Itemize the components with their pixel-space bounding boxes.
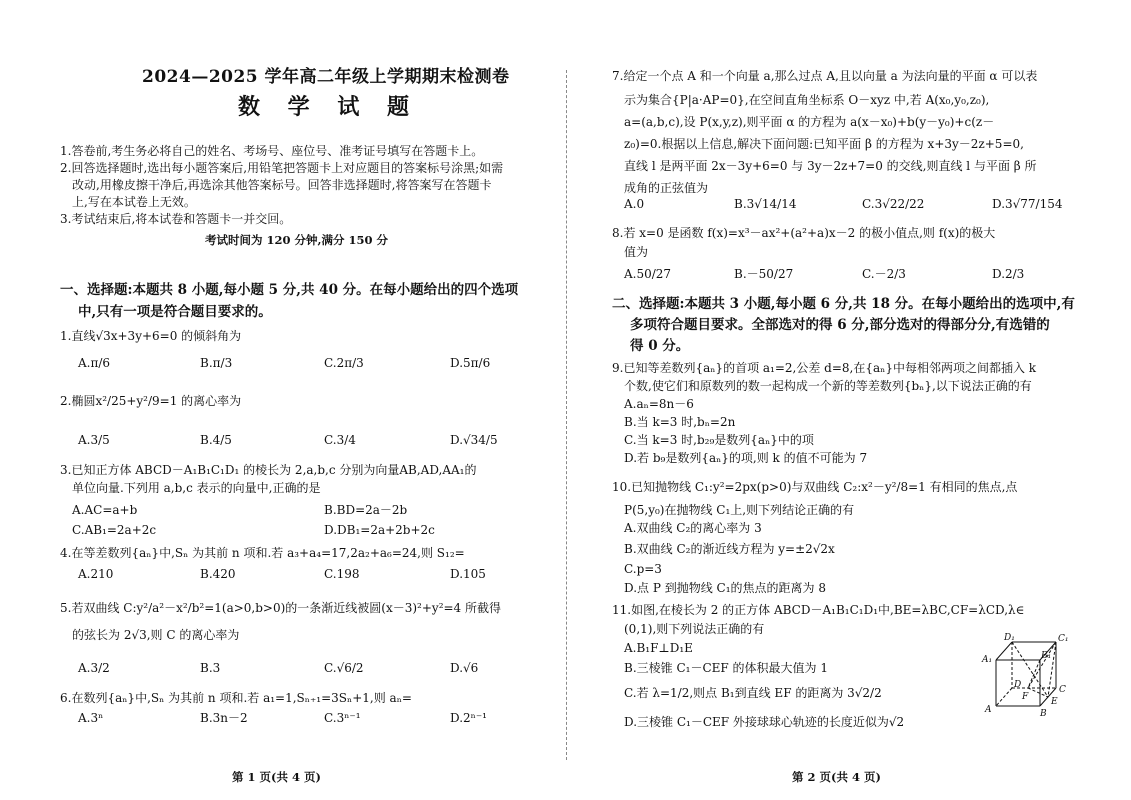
q10-line-1: 10.已知抛物线 C₁:y²=2px(p>0)与双曲线 C₂:x²－y²/8=1 有相同的焦点,点 — [612, 480, 1018, 494]
column-divider — [566, 70, 567, 760]
q4-option-a: A.210 — [78, 567, 114, 581]
q6-option-a: A.3ⁿ — [78, 711, 104, 725]
q11-option-a: A.B₁F⊥D₁E — [624, 641, 693, 655]
exam-title: 2024—2025 学年高二年级上学期期末检测卷 — [142, 67, 510, 87]
q5-option-c: C.√6/2 — [324, 661, 364, 675]
q3-option-d: D.DB₁=2a+2b+2c — [324, 523, 435, 537]
q7-option-b: B.3√14/14 — [734, 197, 797, 211]
note-2-cont: 改动,用橡皮擦干净后,再选涂其他答案标号。回答非选择题时,将答案写在答题卡 — [72, 178, 492, 192]
q7-line-4: z₀)=0.根据以上信息,解决下面问题:已知平面 β 的方程为 x+3y－2z+5=0, — [624, 137, 1024, 151]
q3-option-c: C.AB₁=2a+2c — [72, 523, 157, 537]
q2-stem: 2.椭圆x²/25+y²/9=1 的离心率为 — [60, 394, 242, 408]
q4-option-d: D.105 — [450, 567, 486, 581]
note-2-cont2: 上,写在本试卷上无效。 — [72, 195, 196, 209]
q8-option-c: C.－2/3 — [862, 267, 906, 281]
q11-line-1: 11.如图,在棱长为 2 的正方体 ABCD－A₁B₁C₁D₁中,BE=λBC,CF=λCD,λ∈ — [612, 603, 1025, 617]
q5-stem-cont: 的弦长为 2√3,则 C 的离心率为 — [72, 628, 240, 642]
q8-option-a: A.50/27 — [624, 267, 672, 281]
q1-stem: 1.直线√3x+3y+6=0 的倾斜角为 — [60, 329, 242, 343]
q2-option-c: C.3/4 — [324, 433, 356, 447]
q2-option-d: D.√34/5 — [450, 433, 498, 447]
note-2: 2.回答选择题时,选出每小题答案后,用铅笔把答题卡上对应题目的答案标号涂黑;如需 — [60, 161, 504, 175]
section1-heading-cont: 中,只有一项是符合题目要求的。 — [78, 304, 272, 320]
q10-option-d: D.点 P 到抛物线 C₁的焦点的距离为 8 — [624, 581, 826, 595]
q2-option-b: B.4/5 — [200, 433, 232, 447]
q9-line-2: 个数,使它们和原数列的数一起构成一个新的等差数列{bₙ},以下说法正确的有 — [624, 379, 1032, 393]
q5-stem: 5.若双曲线 C:y²/a²－x²/b²=1(a>0,b>0)的一条渐近线被圆(x－3)²+y²=4 所截得 — [60, 601, 502, 615]
q6-option-b: B.3n－2 — [200, 711, 248, 725]
q10-line-2: P(5,y₀)在抛物线 C₁上,则下列结论正确的有 — [624, 503, 855, 517]
page-number-right: 第 2 页(共 4 页) — [792, 770, 881, 784]
q11-option-d: D.三棱锥 C₁－CEF 外接球球心轨迹的长度近似为√2 — [624, 715, 905, 729]
q7-option-a: A.0 — [624, 197, 645, 211]
label-f: F — [1022, 692, 1029, 702]
note-1: 1.答卷前,考生务必将自己的姓名、考场号、座位号、准考证号填写在答题卡上。 — [60, 144, 484, 158]
q3-option-b: B.BD=2a－2b — [324, 503, 408, 517]
cube-edge-d1a1 — [996, 642, 1012, 660]
q7-option-c: C.3√22/22 — [862, 197, 925, 211]
label-a: A — [985, 705, 992, 715]
cube-edge-da — [996, 688, 1012, 706]
q3-stem-cont: 单位向量.下列用 a,b,c 表示的向量中,正确的是 — [72, 481, 321, 495]
q9-option-a: A.aₙ=8n－6 — [624, 397, 694, 411]
q5-option-a: A.3/2 — [78, 661, 110, 675]
q10-option-b: B.双曲线 C₂的渐近线方程为 y=±2√2x — [624, 542, 835, 556]
label-b1: B₁ — [1041, 651, 1052, 661]
q7-line-1: 7.给定一个点 A 和一个向量 a,那么过点 A,且以向量 a 为法向量的平面 α 可以表 — [612, 69, 1038, 83]
q10-option-c: C.p=3 — [624, 562, 662, 576]
left-page — [60, 0, 550, 800]
q3-stem: 3.已知正方体 ABCD－A₁B₁C₁D₁ 的棱长为 2,a,b,c 分别为向量AB,AD,AA₁的 — [60, 463, 477, 477]
label-d: D — [1014, 680, 1022, 690]
note-3: 3.考试结束后,将本试卷和答题卡一并交回。 — [60, 212, 292, 226]
q11-option-b: B.三棱锥 C₁－CEF 的体积最大值为 1 — [624, 661, 828, 675]
q8-option-d: D.2/3 — [992, 267, 1025, 281]
q5-option-b: B.3 — [200, 661, 221, 675]
q2-option-a: A.3/5 — [78, 433, 110, 447]
section1-heading: 一、选择题:本题共 8 小题,每小题 5 分,共 40 分。在每小题给出的四个选项 — [60, 282, 519, 298]
exam-time: 考试时间为 120 分钟,满分 150 分 — [205, 233, 389, 247]
q1-option-a: A.π/6 — [78, 356, 111, 370]
q7-line-6: 成角的正弦值为 — [624, 181, 709, 195]
q6-option-d: D.2ⁿ⁻¹ — [450, 711, 487, 725]
label-c1: C₁ — [1058, 634, 1069, 644]
section2-heading: 二、选择题:本题共 3 小题,每小题 6 分,共 18 分。在每小题给出的选项中,有 — [612, 296, 1075, 312]
q7-line-3: a=(a,b,c),设 P(x,y,z),则平面 α 的方程为 a(x－x₀)+b(y－y₀)+c(z－ — [624, 115, 995, 129]
q8-stem: 8.若 x=0 是函数 f(x)=x³－ax²+(a²+a)x－2 的极小值点,则 f(x)的极大 — [612, 226, 996, 240]
q11-option-c: C.若 λ=1/2,则点 B₁到直线 EF 的距离为 3√2/2 — [624, 686, 882, 700]
q4-stem: 4.在等差数列{aₙ}中,Sₙ 为其前 n 项和.若 a₃+a₄=17,2a₂+a₆=24,则 S₁₂= — [60, 546, 465, 560]
q4-option-c: C.198 — [324, 567, 360, 581]
label-e: E — [1051, 697, 1058, 707]
label-c: C — [1059, 685, 1066, 695]
q9-option-d: D.若 b₉是数列{aₙ}的项,则 k 的值不可能为 7 — [624, 451, 868, 465]
cube-figure — [978, 632, 1102, 718]
label-a1: A₁ — [982, 655, 993, 665]
q9-option-c: C.当 k=3 时,b₂₉是数列{aₙ}中的项 — [624, 433, 814, 447]
subject-title: 数 学 试 题 — [238, 94, 419, 120]
section2-heading-cont2: 得 0 分。 — [630, 338, 690, 354]
label-d1: D₁ — [1004, 633, 1015, 643]
q3-option-a: A.AC=a+b — [72, 503, 138, 517]
q7-option-d: D.3√77/154 — [992, 197, 1063, 211]
q9-option-b: B.当 k=3 时,bₙ=2n — [624, 415, 736, 429]
q1-option-b: B.π/3 — [200, 356, 233, 370]
label-b: B — [1040, 709, 1047, 718]
q8-option-b: B.－50/27 — [734, 267, 794, 281]
q1-option-d: D.5π/6 — [450, 356, 491, 370]
q8-stem-cont: 值为 — [624, 245, 649, 259]
section2-heading-cont: 多项符合题目要求。全部选对的得 6 分,部分选对的得部分分,有选错的 — [630, 317, 1050, 333]
q4-option-b: B.420 — [200, 567, 236, 581]
q7-line-2: 示为集合{P|a·AP=0},在空间直角坐标系 O－xyz 中,若 A(x₀,y₀,z₀), — [624, 93, 990, 107]
q10-option-a: A.双曲线 C₂的离心率为 3 — [624, 521, 762, 535]
right-page — [612, 0, 1102, 800]
q6-stem: 6.在数列{aₙ}中,Sₙ 为其前 n 项和.若 a₁=1,Sₙ₊₁=3Sₙ+1,则 aₙ= — [60, 691, 412, 705]
segment-c1f — [1028, 642, 1056, 688]
segment-b1f — [1028, 660, 1040, 688]
q6-option-c: C.3ⁿ⁻¹ — [324, 711, 361, 725]
q11-line-2: (0,1),则下列说法正确的有 — [624, 622, 765, 636]
q1-option-c: C.2π/3 — [324, 356, 364, 370]
q5-option-d: D.√6 — [450, 661, 479, 675]
page-number-left: 第 1 页(共 4 页) — [232, 770, 321, 784]
q7-line-5: 直线 l 是两平面 2x－3y+6=0 与 3y－2z+7=0 的交线,则直线 l 与平面 β 所 — [624, 159, 1037, 173]
q9-line-1: 9.已知等差数列{aₙ}的首项 a₁=2,公差 d=8,在{aₙ}中每相邻两项之间都插入 k — [612, 361, 1037, 375]
